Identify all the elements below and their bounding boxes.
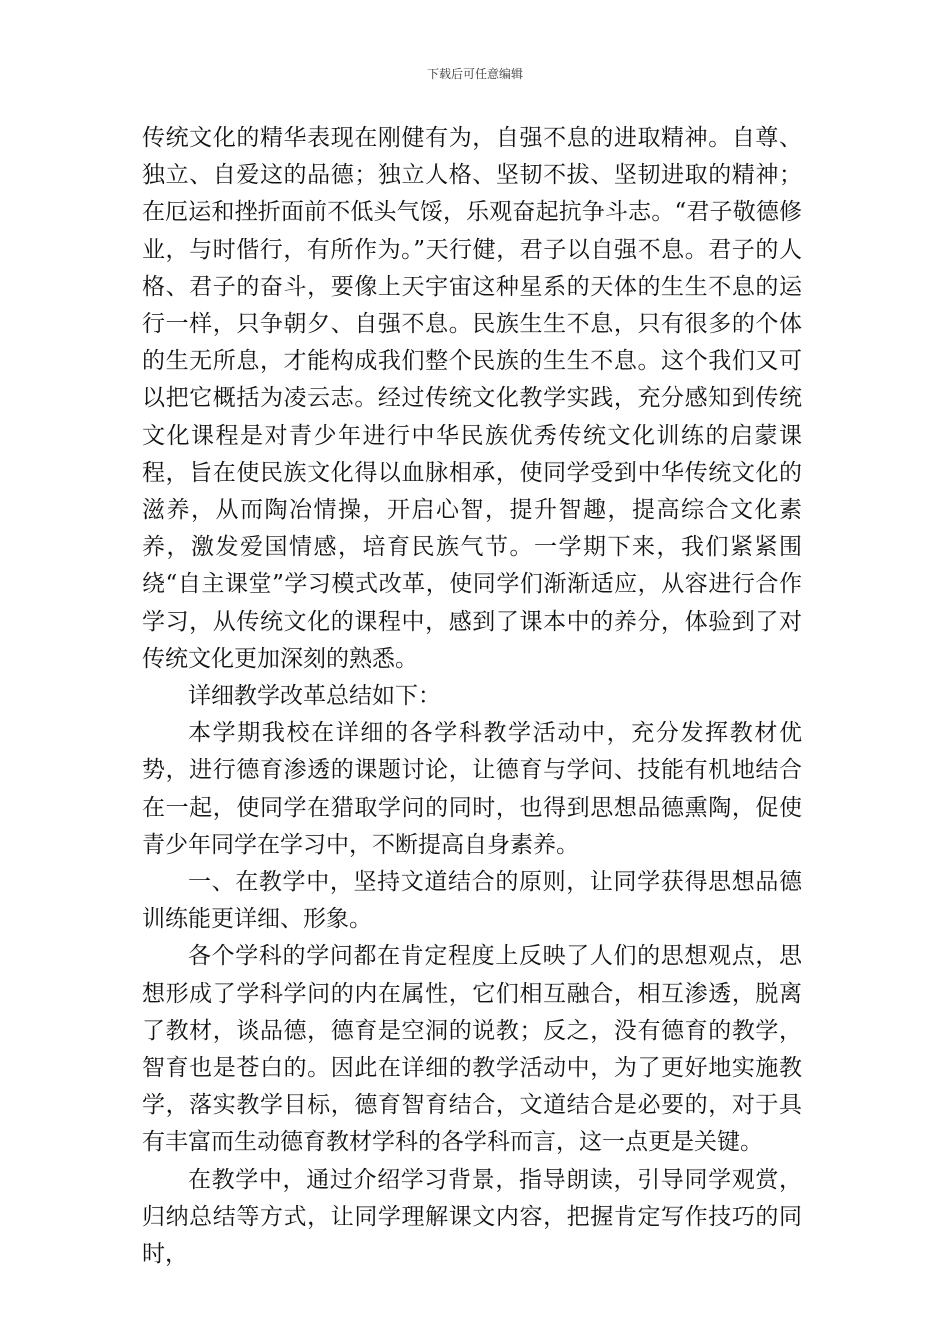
paragraph-5: 各个学科的学问都在肯定程度上反映了人们的思想观点，思想形成了学科学问的内在属性，它们相互融合，相互渗透，脱离了教材，谈品德，德育是空洞的说教；反之，没有德育的教学，智育也是苍白的。因此在详细的教学活动中，为了更好地实施教学，落实教学目标，德育智育结合，文道结合是必要的，对于具有丰富而生动德育教材学科的各学科而言，这一点更是关键。 bbox=[142, 943, 802, 1156]
paragraph-3: 本学期我校在详细的各学科教学活动中，充分发挥教材优势，进行德育渗透的课题讨论，让德育与学问、技能有机地结合在一起，使同学在猎取学问的同时，也得到思想品德熏陶，促使青少年同学在学习中，不断提高自身素养。 bbox=[142, 720, 802, 858]
paragraph-6: 在教学中，通过介绍学习背景，指导朗读，引导同学观赏，归纳总结等方式，让同学理解课文内容，把握肯定写作技巧的同时， bbox=[142, 1166, 802, 1268]
paragraph-2: 详细教学改革总结如下： bbox=[188, 683, 441, 710]
page-header: 下载后可任意编辑 bbox=[426, 67, 523, 81]
paragraph-4: 一、在教学中，坚持文道结合的原则，让同学获得思想品德训练能更详细、形象。 bbox=[142, 869, 802, 933]
document-body bbox=[142, 120, 802, 1273]
paragraph-1: 传统文化的精华表现在刚健有为，自强不息的进取精神。自尊、独立、自爱这的品德；独立人格、坚韧不拔、坚韧进取的精神；在厄运和挫折面前不低头气馁，乐观奋起抗争斗志。“君子敬德修业，与时偕行，有所作为。”天行健，君子以自强不息。君子的人格、君子的奋斗，要像上天宇宙这种星系的天体的生生不息的运行一样，只争朝夕、自强不息。民族生生不息，只有很多的个体的生无所息，才能构成我们整个民族的生生不息。这个我们又可以把它概括为凌云志。经过传统文化教学实践，充分感知到传统文化课程是对青少年进行中华民族优秀传统文化训练的启蒙课程，旨在使民族文化得以血脉相承，使同学受到中华传统文化的滋养，从而陶冶情操，开启心智，提升智趣，提高综合文化素养，激发爱国情感，培育民族气节。一学期下来，我们紧紧围绕“自主课堂”学习模式改革，使同学们渐渐适应，从容进行合作学习，从传统文化的课程中，感到了课本中的养分，体验到了对传统文化更加深刻的熟悉。 bbox=[142, 125, 802, 672]
